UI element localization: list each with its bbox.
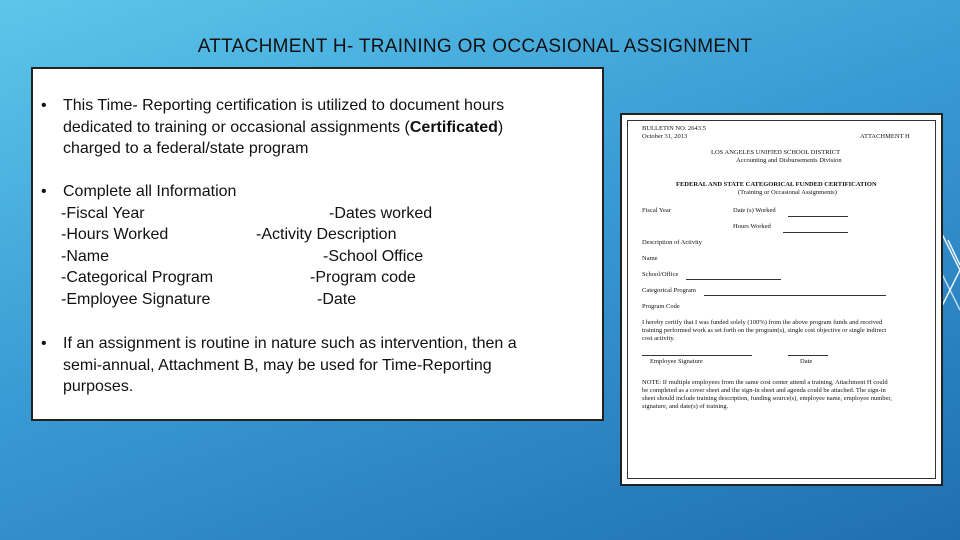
info-right-item: -Date	[317, 290, 357, 308]
bullet-line: purposes.	[63, 378, 134, 395]
form-name: Name	[642, 255, 658, 262]
info-right-item: -School Office	[323, 247, 424, 265]
form-field-line	[704, 295, 886, 296]
info-left-item: -Hours Worked	[61, 226, 169, 243]
info-field-list	[41, 203, 561, 313]
form-date: October 31, 2013	[642, 133, 688, 140]
bullet-line: If an assignment is routine in nature such as intervention, then a	[63, 335, 517, 352]
form-certify-line: I hereby certify that I was funded solely (100%) from the above program funds and received	[642, 319, 883, 326]
form-note-line: signature, and date(s) of training.	[642, 403, 729, 410]
bullet-heading: Complete all Information	[63, 183, 237, 200]
bullet-line: charged to a federal/state program	[63, 140, 309, 157]
bullet-text	[63, 95, 573, 160]
bullet-line-part: )	[497, 118, 504, 136]
info-left-item: -Categorical Program	[61, 269, 214, 286]
bold-certificated: Certificated	[409, 118, 498, 136]
bullet-line-part: dedicated to training or occasional assignments (	[63, 118, 410, 136]
bullet-dot: •	[41, 335, 47, 352]
form-note-line: be completed as a cover sheet and the sign-in sheet and agenda could be attached. The sign-in	[642, 387, 886, 394]
form-field-line	[686, 279, 781, 280]
form-subtitle: (Training or Occasional Assignments)	[738, 189, 837, 196]
form-field-line	[783, 232, 848, 233]
form-attachment-label: ATTACHMENT H	[860, 133, 910, 140]
form-program-code: Program Code	[642, 303, 680, 310]
bullet-line: semi-annual, Attachment B, may be used for Time-Reporting	[63, 356, 492, 374]
attachment-h-form-image	[620, 113, 943, 486]
form-note-line: NOTE: If multiple employees from the same cost center attend a training, Attachment H could	[642, 379, 888, 386]
form-fiscal-year: Fiscal Year	[642, 207, 671, 214]
info-left-item: -Fiscal Year	[61, 204, 145, 222]
form-activity: Description of Activity	[642, 239, 702, 246]
form-categorical-program: Categorical Program	[642, 287, 696, 294]
form-district: LOS ANGELES UNIFIED SCHOOL DISTRICT	[711, 149, 841, 156]
form-title: FEDERAL AND STATE CATEGORICAL FUNDED CERTIFICATION	[676, 181, 877, 188]
form-sig-date: Date	[800, 358, 813, 365]
bullet-line	[63, 117, 573, 139]
content-textbox	[31, 67, 604, 421]
bullet-dot: •	[41, 97, 47, 114]
bullet-text	[63, 333, 583, 398]
form-signature-line	[642, 355, 752, 356]
form-certify-line: cost activity.	[642, 335, 675, 342]
slide-title: ATTACHMENT H- TRAINING OR OCCASIONAL ASSIGNMENT	[197, 36, 753, 57]
form-border	[627, 120, 936, 479]
info-left-item: -Employee Signature	[61, 290, 211, 308]
form-hours-worked: Hours Worked	[733, 223, 771, 230]
form-field-line	[788, 216, 848, 217]
form-division: Accounting and Disbursements Division	[736, 157, 842, 164]
form-dates-worked: Date (s) Worked	[733, 207, 776, 214]
bullet-line: This Time- Reporting certification is utilized to document hours	[63, 97, 505, 114]
form-certify-line: training performed work as set forth on the program(s), single cost objective or single indirect	[642, 327, 887, 334]
info-right-item: -Dates worked	[329, 204, 433, 222]
form-note-line: sheet should include training description, funding source(s), employee name, employee number,	[642, 395, 892, 402]
form-employee-signature: Employee Signature	[650, 358, 703, 365]
form-bulletin-no: BULLETIN NO. 2643.5	[642, 125, 706, 132]
form-date-line	[788, 355, 828, 356]
bullet-dot: •	[41, 183, 47, 200]
info-right-item: -Activity Description	[256, 226, 397, 243]
info-right-item: -Program code	[310, 269, 416, 286]
form-school-office: School/Office	[642, 271, 679, 278]
info-left-item: -Name	[61, 247, 110, 265]
